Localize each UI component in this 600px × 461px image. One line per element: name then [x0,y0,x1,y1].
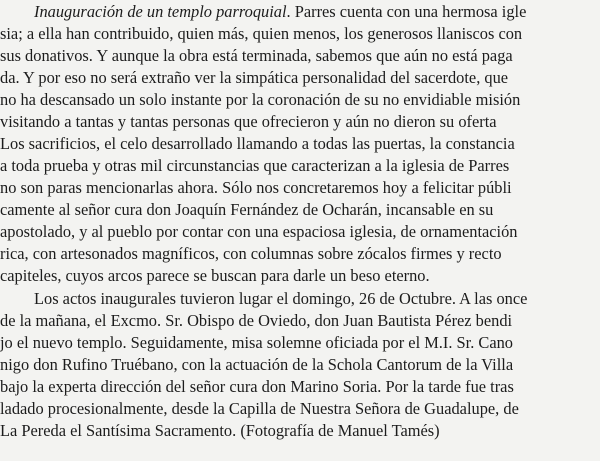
text-line: a toda prueba y otras mil circunstancias que caracterizan a la iglesia de Parres [0,156,510,175]
text-line: visitando a tantas y tantas personas que ofrecieron y aún no dieron su oferta [0,112,497,131]
text-line: capiteles, cuyos arcos parece se buscan para darle un beso eterno. [0,266,430,285]
text-line [34,1,526,23]
text-line: sia; a ella han contribuido, quien más, quien menos, los generosos llaniscos con [0,24,523,43]
text-line: ladado procesionalmente, desde la Capilla de Nuestra Señora de Guadalupe, de [0,399,519,418]
text-line: rica, con artesonados magníficos, con columnas sobre zócalos firmes y recto [0,244,502,263]
text-line: da. Y por eso no será extraño ver la simpática personalidad del sacerdote, que [0,68,509,87]
text-line: sus donativos. Y aunque la obra está terminada, sabemos que aún no está paga [0,46,513,65]
text-line: La Pereda el Santísima Sacramento. (Fotografía de Manuel Tamés) [0,421,440,440]
text-line: no ha descansado un solo instante por la coronación de su no envidiable misión [0,90,521,109]
text-line-segment: . Parres cuenta con una hermosa igle [286,2,527,21]
text-line: de la mañana, el Excmo. Sr. Obispo de Oviedo, don Juan Bautista Pérez bendi [0,311,513,330]
text-line: apostolado, y al pueblo por contar con una espaciosa iglesia, de ornamentación [0,222,518,241]
text-line: Los sacrificios, el celo desarrollado llamando a todas las puertas, la constancia [0,134,515,153]
text-line: no son paras mencionarlas ahora. Sólo nos concretaremos hoy a felicitar públi [0,178,512,197]
article-heading: Inauguración de un templo parroquial [34,2,287,21]
text-line: nigo don Rufino Truébano, con la actuación de la Schola Cantorum de la Villa [0,355,514,374]
text-line: jo el nuevo templo. Seguidamente, misa solemne oficiada por el M.I. Sr. Cano [0,333,514,352]
text-line: bajo la experta dirección del señor cura don Marino Soria. Por la tarde fue tras [0,377,514,396]
text-line: camente al señor cura don Joaquín Fernández de Ocharán, incansable en su [0,200,494,219]
text-line: Los actos inaugurales tuvieron lugar el domingo, 26 de Octubre. A las once [34,289,528,308]
